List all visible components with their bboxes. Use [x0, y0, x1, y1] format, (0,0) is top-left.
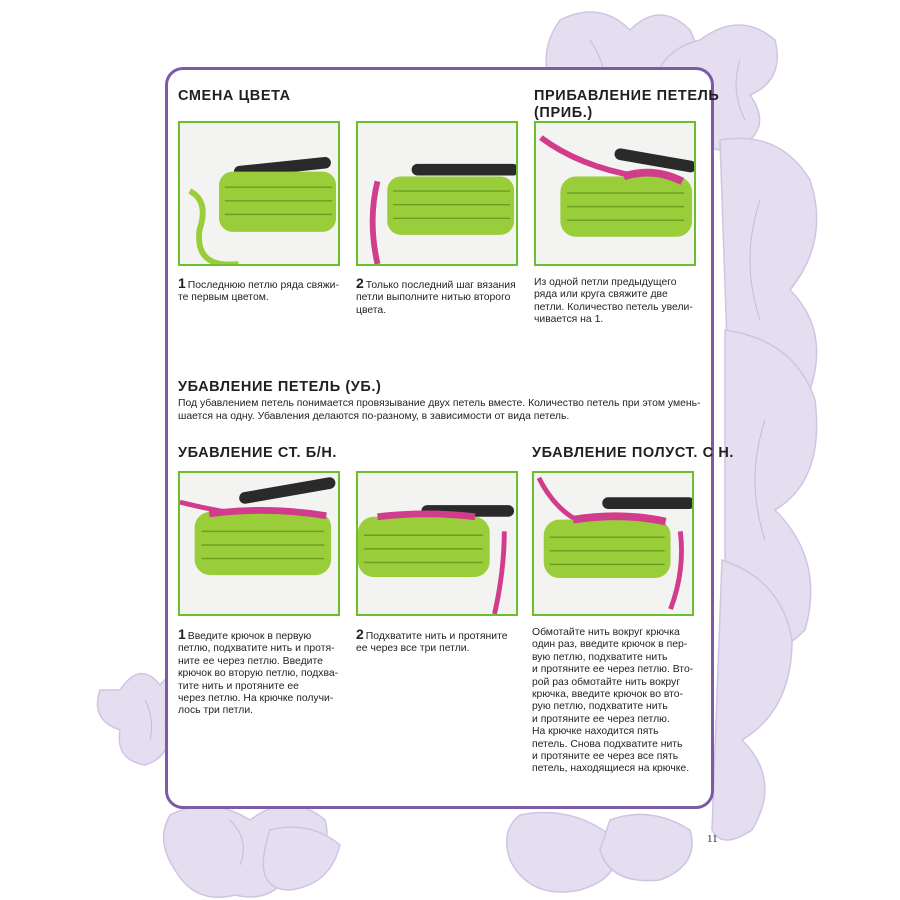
decrease-sc-step-1 — [178, 628, 343, 718]
increase-text: Из одной петли предыдущего ряда или круга свяжите две петли. Количество петель увели- чивается на 1. — [534, 277, 693, 326]
decrease-title: УБАВЛЕНИЕ ПЕТЕЛЬ (УБ.) — [178, 379, 382, 395]
color-change-photo-1 — [178, 121, 340, 266]
step-text: Только последний шаг вязания петли выполните нитью второго цвета. — [356, 280, 516, 316]
step-number: 2 — [356, 626, 364, 642]
decrease-intro: Под убавлением петель понимается провязывание двух петель вместе. Количество петель при этом умень- шается на одну. Убавления делаются по-разному, в зависимости от вида петель. — [178, 398, 701, 422]
decrease-sc-photo-2 — [356, 471, 518, 616]
step-number: 2 — [356, 275, 364, 291]
decrease-sc-photo-1 — [178, 471, 340, 616]
decrease-hdc-title: УБАВЛЕНИЕ ПОЛУСТ. С Н. — [532, 445, 735, 461]
page-number: 11 — [707, 833, 718, 845]
color-change-step-1 — [178, 277, 343, 305]
step-number: 1 — [178, 275, 186, 291]
step-text: Введите крючок в первую петлю, подхватите нить и протя- ните ее через петлю. Введите крючок во вторую петлю, подхва- тите нить и протяните ее через петлю. На крючке получи- лось три петли. — [178, 631, 339, 717]
increase-title: ПРИБАВЛЕНИЕ ПЕТЕЛЬ (ПРИБ.) — [534, 88, 720, 121]
decrease-hdc-text: Обмотайте нить вокруг крючка один раз, введите крючок в пер- вую петлю, подхватите нить и протяните ее через петлю. Вто- рой раз обмотайте нить вокруг крючка, введите крючок во вто- рую петлю, подхватите нить и протяните ее через петлю. На крючке находится пять петель. Снова подхватите нить и протяните ее через все пять петель, находящиеся на крючке. — [532, 627, 694, 775]
color-change-step-2 — [356, 277, 521, 317]
color-change-title: СМЕНА ЦВЕТА — [178, 88, 291, 104]
color-change-photo-2 — [356, 121, 518, 266]
decrease-sc-title: УБАВЛЕНИЕ СТ. Б/Н. — [178, 445, 338, 461]
decrease-hdc-photo — [532, 471, 694, 616]
step-number: 1 — [178, 626, 186, 642]
step-text: Подхватите нить и протяните ее через все три петли. — [356, 631, 508, 655]
step-text: Последнюю петлю ряда свяжи- те первым цветом. — [178, 280, 339, 304]
increase-photo — [534, 121, 696, 266]
decrease-sc-step-2 — [356, 628, 521, 656]
